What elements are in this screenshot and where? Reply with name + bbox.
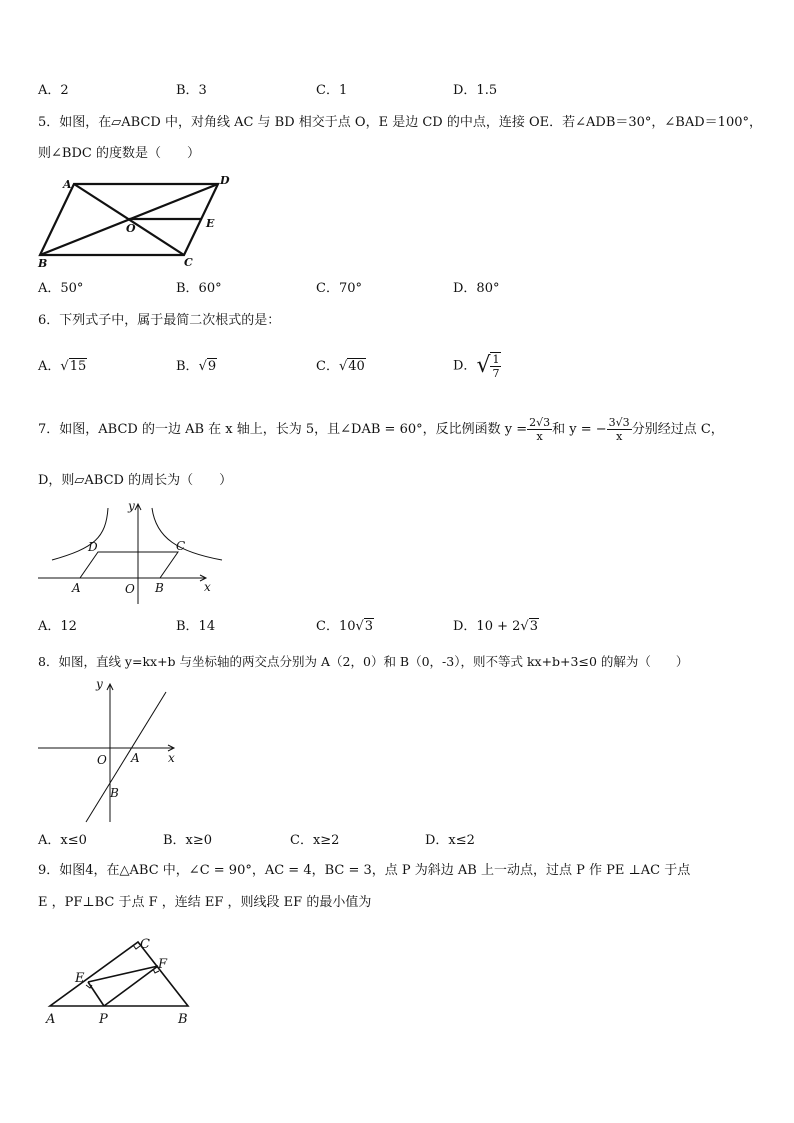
q7-fraction-2-denominator: x [616,430,623,443]
option-b: B．3 [176,83,207,98]
q7-option-c: C．10√3 [316,619,374,634]
q7-fraction-1 [527,416,552,443]
q7-fraction-2-numerator: 3√3 [608,416,630,429]
q7-label-O: O [125,582,135,596]
q8-stem: 8．如图，直线 y=kx+b 与坐标轴的两交点分别为 A（2，0）和 B（0，-3），则不等式 kx+b+3≤0 的解为（ ） [38,654,689,669]
q6-option-b-radicand: 9 [207,359,217,374]
option-d: D．1.5 [453,83,498,98]
q7-fraction-1-denominator: x [536,430,543,443]
q7-label-A: A [72,581,81,595]
q7-stem-line2: D，则▱ABCD 的周长为（ ） [38,473,233,488]
q6-option-a-radicand: 15 [69,359,87,374]
option-a: A．2 [38,83,69,98]
q8-label-y: y [96,677,103,691]
q7-label-y: y [128,499,135,513]
q5-label-C: C [184,256,193,269]
q8-label-A: A [131,751,140,765]
q8-option-b: B．x≥0 [163,833,213,848]
q9-label-C: C [140,937,150,952]
q7-fraction-1-numerator: 2√3 [529,416,551,429]
q9-stem-line1: 9．如图4，在△ABC 中，∠C = 90°，AC = 4，BC = 3，点 P 为斜边 AB 上一动点，过点 P 作 PE ⊥AC 于点 [38,863,691,878]
q5-label-A: A [63,178,72,191]
q8-label-O: O [97,753,107,767]
q5-label-B: B [38,257,48,270]
q7-label-D: D [88,540,98,554]
q8-label-x: x [168,751,175,765]
q7-label-B: B [155,581,164,595]
q9-label-E: E [75,971,85,986]
q7-label-x: x [204,580,211,594]
q6-option-a-prefix: A． [38,359,61,374]
q6-option-d-numerator: 1 [492,353,500,366]
q5-stem-line2: 则∠BDC 的度数是（ ） [38,146,200,161]
q7-fraction-2 [607,416,632,443]
q6-stem: 6．下列式子中，属于最简二次根式的是： [38,313,281,328]
q5-option-d: D．80° [453,281,500,296]
q8-option-c: C．x≥2 [290,833,340,848]
q9-label-F: F [158,957,168,972]
q7-option-b: B．14 [176,619,216,634]
q6-option-c-radicand: 40 [348,359,365,374]
q8-option-a: A．x≤0 [38,833,87,848]
q6-option-b: B．√9 [176,359,217,374]
q7-option-c-radicand: 3 [364,619,374,634]
q6-option-d-fraction [490,352,501,380]
q5-option-a: A．50° [38,281,84,296]
q5-option-b: B．60° [176,281,222,296]
q6-option-d: D．√ $\frac{1}{7}$ [453,353,500,380]
q6-option-c: C．√40 [316,359,365,374]
q5-parallelogram-figure [34,172,234,272]
q9-triangle-figure [40,930,210,1030]
q7-option-d-prefix: D．10 + 2 [453,619,521,634]
q6-option-d-prefix: D． [453,358,477,374]
q7-option-a: A．12 [38,619,77,634]
q6-option-c-prefix: C． [316,359,339,374]
q9-label-P: P [99,1012,108,1027]
q9-stem-line2: E ，PF⊥BC 于点 F ，连结 EF ，则线段 EF 的最小值为 [38,895,372,910]
q6-option-d-denominator: 7 [492,367,500,380]
q7-label-C: C [176,539,186,553]
q7-option-d: D．10 + 2√3 [453,619,538,634]
q7-option-d-radicand: 3 [529,619,538,634]
q5-label-O: O [126,222,136,235]
q5-option-c: C．70° [316,281,362,296]
q8-option-d: D．x≤2 [425,833,475,848]
q9-label-B: B [178,1012,188,1027]
q8-label-B: B [110,786,119,800]
q5-stem-line1: 5．如图，在▱ABCD 中，对角线 AC 与 BD 相交于点 O，E 是边 CD 的中点，连接 OE．若∠ADB＝30°，∠BAD＝100°， [38,115,762,130]
q5-label-E: E [206,217,215,230]
q6-option-b-prefix: B． [176,359,199,374]
q7-stem-line1 [38,410,724,450]
q6-option-a: A．√15 [38,359,87,374]
q7-stem-mid: 和 y = − [552,422,607,437]
q5-label-D: D [220,174,230,187]
option-c: C．1 [316,83,348,98]
q9-label-A: A [46,1012,56,1027]
q7-option-c-prefix: C．10 [316,619,356,634]
q7-hyperbola-figure [34,498,234,608]
q8-line-graph-figure [34,676,194,826]
q7-stem-part2: 分别经过点 C， [631,422,724,437]
q7-stem-part1: 7．如图，ABCD 的一边 AB 在 x 轴上，长为 5，且∠DAB = 60°，反比例函数 y = [38,422,528,437]
